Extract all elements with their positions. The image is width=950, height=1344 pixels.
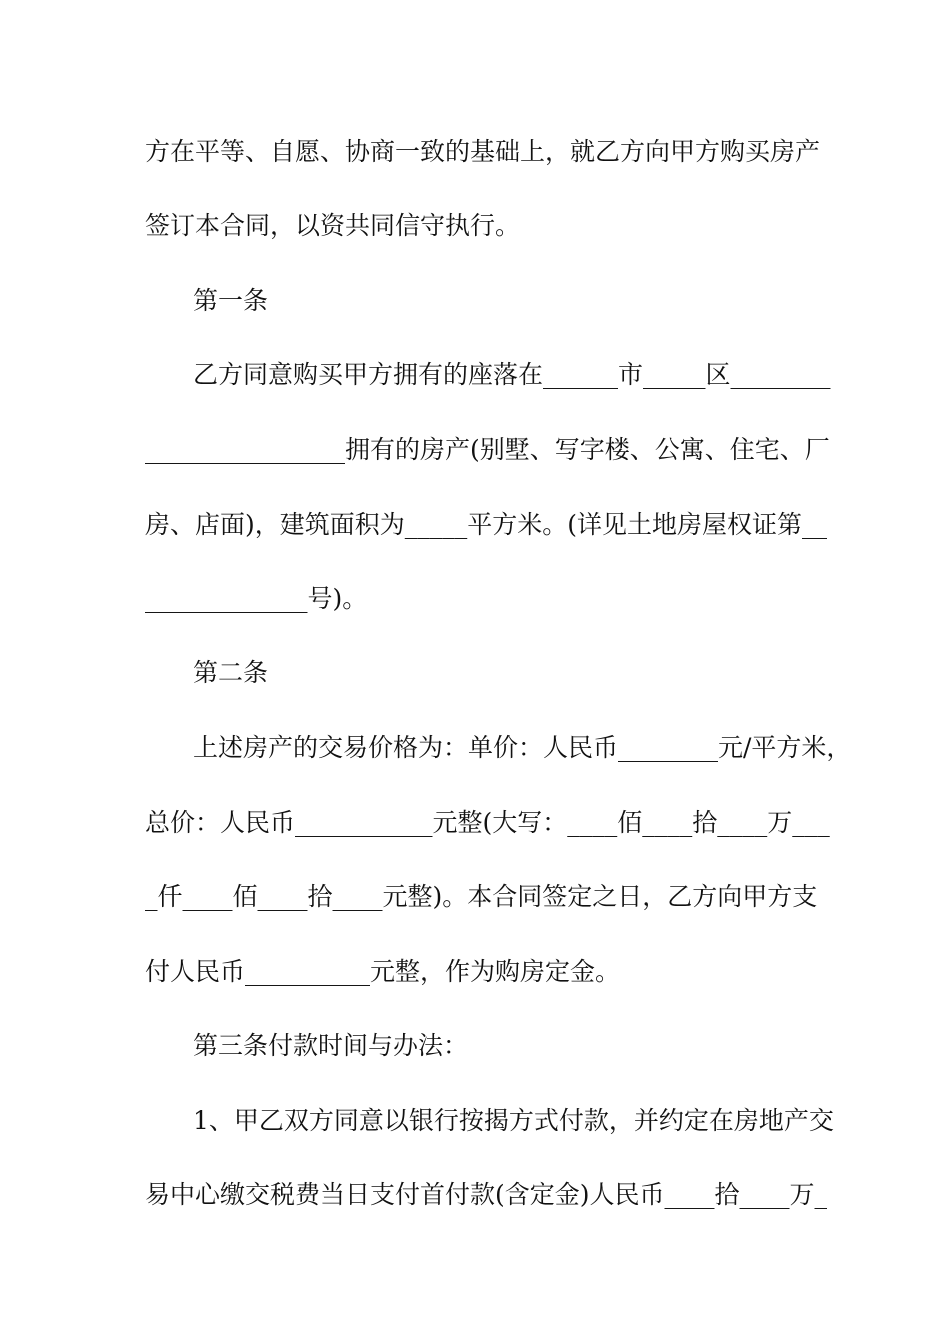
paragraph-line: 上述房产的交易价格为：单价：人民币________元/平方米，: [193, 733, 852, 762]
paragraph-line: 房、店面)，建筑面积为_____平方米。(详见土地房屋权证第__: [145, 510, 828, 539]
paragraph-line: 易中心缴交税费当日支付首付款(含定金)人民币____拾____万_: [145, 1180, 828, 1209]
paragraph-line: 方在平等、自愿、协商一致的基础上，就乙方向甲方购买房产: [145, 137, 821, 166]
article-heading-1: 第一条: [193, 286, 269, 315]
paragraph-line: ________________拥有的房产(别墅、写字楼、公寓、住宅、厂: [145, 435, 830, 464]
paragraph-line: 签订本合同，以资共同信守执行。: [145, 211, 521, 240]
paragraph-line: _仟____佰____拾____元整)。本合同签定之日，乙方向甲方支: [145, 882, 818, 911]
article-heading-2: 第二条: [193, 658, 269, 687]
article-heading-3: 第三条付款时间与办法：: [193, 1031, 469, 1060]
paragraph-line: 1、甲乙双方同意以银行按揭方式付款，并约定在房地产交: [193, 1106, 834, 1135]
paragraph-line: 付人民币__________元整，作为购房定金。: [145, 957, 621, 986]
paragraph-line: 总价：人民币___________元整(大写：____佰____拾____万___: [145, 808, 830, 837]
paragraph-line: _____________号)。: [145, 584, 368, 613]
paragraph-line: 乙方同意购买甲方拥有的座落在______市_____区________: [193, 360, 831, 389]
